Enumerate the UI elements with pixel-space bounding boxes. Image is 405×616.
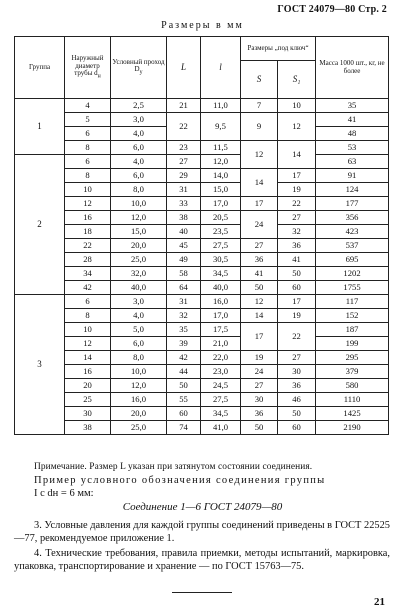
table-row	[15, 169, 389, 183]
col-header-wrench: Размеры „под ключ“	[241, 37, 316, 61]
cell-S1: 27	[278, 211, 316, 225]
cell-l: 17,0	[201, 309, 241, 323]
cell-L: 42	[167, 351, 201, 365]
cell-mass: 124	[316, 183, 389, 197]
cell-S1: 60	[278, 281, 316, 295]
cell-l: 34,5	[201, 267, 241, 281]
cell-l: 30,5	[201, 253, 241, 267]
cell-S: 17	[241, 197, 278, 211]
cell-S1: 36	[278, 379, 316, 393]
cell-L: 35	[167, 323, 201, 337]
cell-S: 17	[241, 323, 278, 351]
cell-l: 24,5	[201, 379, 241, 393]
example-paragraph	[34, 474, 394, 500]
cell-S1: 27	[278, 351, 316, 365]
cell-S1: 60	[278, 421, 316, 435]
cell-L: 45	[167, 239, 201, 253]
table-row	[15, 379, 389, 393]
cell-S: 19	[241, 351, 278, 365]
cell-mass: 1425	[316, 407, 389, 421]
cell-outer-diameter: 16	[65, 211, 111, 225]
cell-nominal-bore: 3,0	[111, 113, 167, 127]
table-row	[15, 211, 389, 225]
table-row	[15, 253, 389, 267]
cell-L: 31	[167, 295, 201, 309]
cell-mass: 1202	[316, 267, 389, 281]
cell-L: 44	[167, 365, 201, 379]
cell-L: 32	[167, 309, 201, 323]
cell-outer-diameter: 16	[65, 365, 111, 379]
cell-S1: 10	[278, 99, 316, 113]
cell-S: 7	[241, 99, 278, 113]
cell-outer-diameter: 30	[65, 407, 111, 421]
cell-nominal-bore: 5,0	[111, 323, 167, 337]
cell-S1: 14	[278, 141, 316, 169]
footer-rule	[172, 592, 232, 593]
cell-nominal-bore: 25,0	[111, 421, 167, 435]
designation-example: Соединение 1—6 ГОСТ 24079—80	[122, 501, 283, 513]
cell-nominal-bore: 2,5	[111, 99, 167, 113]
cell-S1: 17	[278, 295, 316, 309]
col-header-mass: Масса 1000 шт., кг, не более	[316, 37, 389, 99]
col-header-l: l	[201, 37, 241, 99]
cell-mass: 177	[316, 197, 389, 211]
table-row	[15, 141, 389, 155]
cell-l: 27,5	[201, 393, 241, 407]
group-label: 2	[15, 155, 65, 295]
cell-S1: 41	[278, 253, 316, 267]
cell-mass: 117	[316, 295, 389, 309]
cell-S: 12	[241, 295, 278, 309]
cell-nominal-bore: 6,0	[111, 337, 167, 351]
cell-l: 11,5	[201, 141, 241, 155]
cell-L: 39	[167, 337, 201, 351]
cell-l: 17,0	[201, 197, 241, 211]
col-header-S: S	[241, 61, 278, 99]
cell-outer-diameter: 20	[65, 379, 111, 393]
group-label: 3	[15, 295, 65, 435]
cell-S: 41	[241, 267, 278, 281]
cell-mass: 63	[316, 155, 389, 169]
cell-L: 40	[167, 225, 201, 239]
cell-l: 15,0	[201, 183, 241, 197]
cell-S: 27	[241, 239, 278, 253]
cell-l: 9,5	[201, 113, 241, 141]
cell-l: 12,0	[201, 155, 241, 169]
cell-mass: 295	[316, 351, 389, 365]
cell-l: 11,0	[201, 99, 241, 113]
table-row	[15, 393, 389, 407]
cell-outer-diameter: 38	[65, 421, 111, 435]
cell-L: 33	[167, 197, 201, 211]
cell-nominal-bore: 10,0	[111, 197, 167, 211]
table-row	[15, 295, 389, 309]
cell-nominal-bore: 10,0	[111, 365, 167, 379]
cell-S: 36	[241, 253, 278, 267]
cell-outer-diameter: 12	[65, 197, 111, 211]
cell-outer-diameter: 10	[65, 323, 111, 337]
col-header-L: L	[167, 37, 201, 99]
cell-mass: 537	[316, 239, 389, 253]
cell-L: 74	[167, 421, 201, 435]
cell-outer-diameter: 14	[65, 351, 111, 365]
col-header-nominal-bore: Условный проход $D_у$	[111, 37, 167, 99]
cell-mass: 41	[316, 113, 389, 127]
page-header: ГОСТ 24079—80 Стр. 2	[277, 4, 387, 15]
cell-mass: 2190	[316, 421, 389, 435]
cell-nominal-bore: 4,0	[111, 127, 167, 141]
cell-L: 49	[167, 253, 201, 267]
table-row	[15, 197, 389, 211]
cell-L: 60	[167, 407, 201, 421]
cell-l: 20,5	[201, 211, 241, 225]
cell-nominal-bore: 8,0	[111, 183, 167, 197]
table-row	[15, 239, 389, 253]
cell-L: 27	[167, 155, 201, 169]
cell-mass: 695	[316, 253, 389, 267]
cell-l: 23,0	[201, 365, 241, 379]
cell-S: 50	[241, 281, 278, 295]
table-row	[15, 155, 389, 169]
table-note: Примечание. Размер L указан при затянутом состоянии соединения.	[34, 462, 313, 472]
cell-S1: 50	[278, 267, 316, 281]
cell-mass: 379	[316, 365, 389, 379]
cell-outer-diameter: 8	[65, 169, 111, 183]
table-row	[15, 323, 389, 337]
cell-nominal-bore: 8,0	[111, 351, 167, 365]
cell-S1: 19	[278, 309, 316, 323]
cell-outer-diameter: 5	[65, 113, 111, 127]
col-header-outer-diameter: Наружный диаметр трубы $d_н$	[65, 37, 111, 99]
table-row	[15, 99, 389, 113]
cell-L: 31	[167, 183, 201, 197]
cell-l: 27,5	[201, 239, 241, 253]
cell-outer-diameter: 42	[65, 281, 111, 295]
cell-mass: 48	[316, 127, 389, 141]
cell-mass: 356	[316, 211, 389, 225]
cell-outer-diameter: 6	[65, 295, 111, 309]
col-header-S1: S₁	[278, 61, 316, 99]
cell-nominal-bore: 12,0	[111, 211, 167, 225]
cell-nominal-bore: 20,0	[111, 239, 167, 253]
table-row	[15, 337, 389, 351]
cell-nominal-bore: 6,0	[111, 169, 167, 183]
table-row	[15, 281, 389, 295]
cell-S1: 50	[278, 407, 316, 421]
table-caption: Размеры в мм	[161, 20, 244, 31]
cell-mass: 53	[316, 141, 389, 155]
cell-L: 58	[167, 267, 201, 281]
cell-l: 21,0	[201, 337, 241, 351]
paragraph-4: 4. Технические требования, правила приемки, методы испытаний, маркировка, упаковка, транспортирование и хранение — по ГОСТ 15763—75.	[14, 548, 390, 572]
cell-nominal-bore: 32,0	[111, 267, 167, 281]
page-number: 21	[374, 596, 385, 608]
cell-l: 22,0	[201, 351, 241, 365]
cell-S: 24	[241, 365, 278, 379]
cell-L: 21	[167, 99, 201, 113]
cell-S: 14	[241, 169, 278, 197]
cell-S1: 22	[278, 323, 316, 351]
cell-nominal-bore: 6,0	[111, 141, 167, 155]
cell-L: 23	[167, 141, 201, 155]
cell-l: 34,5	[201, 407, 241, 421]
cell-S: 27	[241, 379, 278, 393]
cell-S: 24	[241, 211, 278, 239]
cell-S1: 36	[278, 239, 316, 253]
cell-L: 29	[167, 169, 201, 183]
cell-mass: 580	[316, 379, 389, 393]
cell-S: 12	[241, 141, 278, 169]
cell-L: 64	[167, 281, 201, 295]
table-row	[15, 183, 389, 197]
cell-mass: 187	[316, 323, 389, 337]
table-row	[15, 351, 389, 365]
cell-mass: 91	[316, 169, 389, 183]
group-label: 1	[15, 99, 65, 155]
cell-l: 23,5	[201, 225, 241, 239]
cell-outer-diameter: 8	[65, 309, 111, 323]
cell-S1: 22	[278, 197, 316, 211]
cell-S1: 30	[278, 365, 316, 379]
cell-l: 41,0	[201, 421, 241, 435]
cell-nominal-bore: 15,0	[111, 225, 167, 239]
cell-nominal-bore: 16,0	[111, 393, 167, 407]
cell-mass: 152	[316, 309, 389, 323]
cell-outer-diameter: 22	[65, 239, 111, 253]
table-row	[15, 309, 389, 323]
cell-nominal-bore: 4,0	[111, 309, 167, 323]
cell-S1: 19	[278, 183, 316, 197]
cell-l: 16,0	[201, 295, 241, 309]
table-row	[15, 407, 389, 421]
cell-mass: 199	[316, 337, 389, 351]
cell-outer-diameter: 28	[65, 253, 111, 267]
cell-l: 40,0	[201, 281, 241, 295]
cell-L: 38	[167, 211, 201, 225]
cell-S: 9	[241, 113, 278, 141]
cell-outer-diameter: 4	[65, 99, 111, 113]
dimensions-table	[14, 36, 389, 435]
col-header-group: Группа	[15, 37, 65, 99]
cell-nominal-bore: 3,0	[111, 295, 167, 309]
cell-mass: 423	[316, 225, 389, 239]
cell-outer-diameter: 34	[65, 267, 111, 281]
cell-l: 17,5	[201, 323, 241, 337]
table-row	[15, 267, 389, 281]
cell-S: 50	[241, 421, 278, 435]
cell-L: 55	[167, 393, 201, 407]
cell-mass: 1755	[316, 281, 389, 295]
cell-outer-diameter: 6	[65, 127, 111, 141]
cell-outer-diameter: 25	[65, 393, 111, 407]
cell-S: 36	[241, 407, 278, 421]
cell-S: 30	[241, 393, 278, 407]
cell-S1: 12	[278, 113, 316, 141]
cell-nominal-bore: 12,0	[111, 379, 167, 393]
paragraph-3: 3. Условные давления для каждой группы соединений приведены в ГОСТ 22525—77, рекомендуемое приложение 1.	[14, 520, 390, 544]
cell-mass: 1110	[316, 393, 389, 407]
table-row	[15, 225, 389, 239]
cell-nominal-bore: 20,0	[111, 407, 167, 421]
cell-S1: 32	[278, 225, 316, 239]
cell-outer-diameter: 8	[65, 141, 111, 155]
cell-mass: 35	[316, 99, 389, 113]
example-lead: Пример условного обозначения соединения группы	[34, 475, 326, 486]
table-row	[15, 113, 389, 127]
cell-S1: 17	[278, 169, 316, 183]
table-row	[15, 365, 389, 379]
cell-outer-diameter: 18	[65, 225, 111, 239]
cell-nominal-bore: 4,0	[111, 155, 167, 169]
cell-outer-diameter: 12	[65, 337, 111, 351]
example-tail: I с dн = 6 мм:	[34, 488, 94, 499]
cell-outer-diameter: 6	[65, 155, 111, 169]
cell-nominal-bore: 40,0	[111, 281, 167, 295]
cell-outer-diameter: 10	[65, 183, 111, 197]
cell-nominal-bore: 25,0	[111, 253, 167, 267]
cell-S1: 46	[278, 393, 316, 407]
table-row	[15, 421, 389, 435]
cell-S: 14	[241, 309, 278, 323]
cell-L: 22	[167, 113, 201, 141]
cell-L: 50	[167, 379, 201, 393]
cell-l: 14,0	[201, 169, 241, 183]
